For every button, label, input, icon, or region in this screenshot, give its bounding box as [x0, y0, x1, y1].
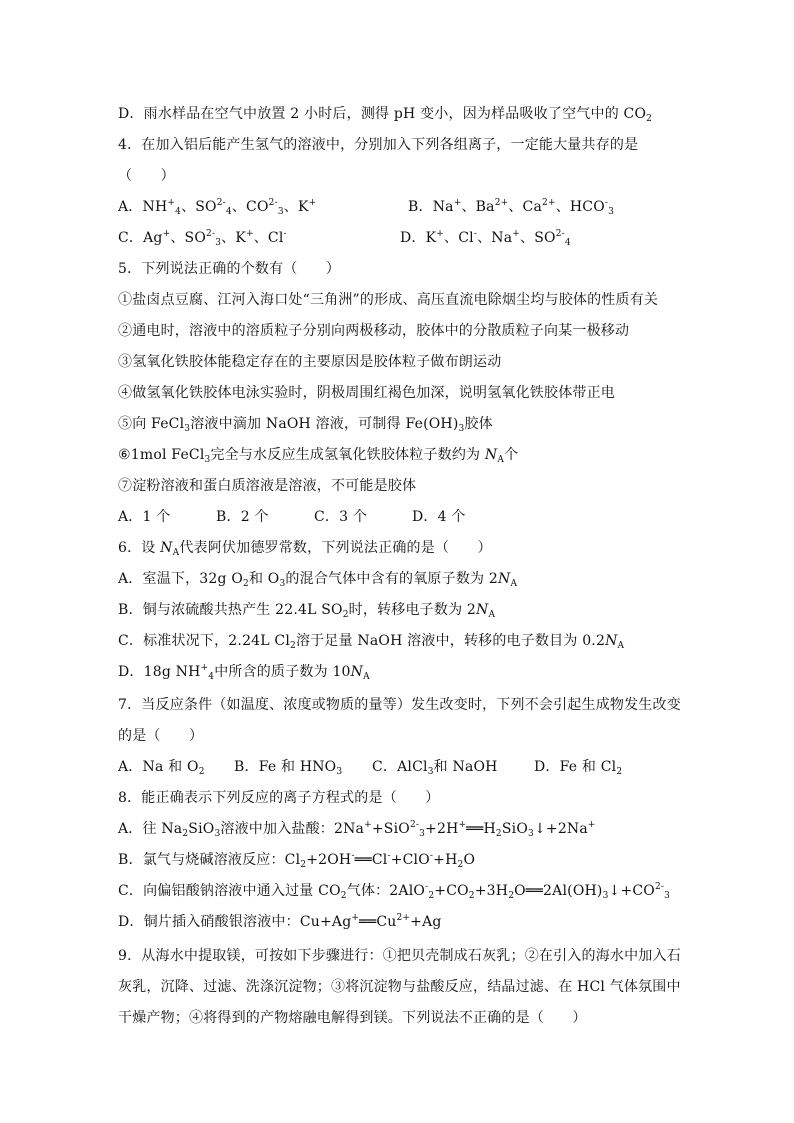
- q5-item-1: ①盐卤点豆腐、江河入海口处“三角洲”的形成、高压直流电除烟尘均与胶体的性质有关: [118, 292, 659, 308]
- q6-option-b: B．铜与浓硫酸共热产生 22.4L $SO_2$时，转移电子数为 $2N_A$: [118, 602, 496, 620]
- q4-answer-bracket: （ ）: [118, 168, 175, 184]
- q6-option-d: D．18g $NH^+_4$中所含的质子数为 $10N_A$: [118, 663, 370, 682]
- q8-option-c: C．向偏铝酸钠溶液中通入过量 $CO_2$气体：$2AlO^-_2+CO_2+3H_2O══2Al(OH)_3↓+CO^{2-}_3$: [118, 882, 671, 901]
- q8-option-a: A．往 $Na_2SiO_3$溶液中加入盐酸：$2Na^++SiO^{2-}_3+2H^+══H_2SiO_3↓+2Na^+$: [118, 820, 596, 839]
- q9-stem-line-3: 干燥产物；④将得到的产物熔融电解得到镁。下列说法不正确的是（ ）: [118, 1010, 587, 1026]
- q3-option-d: D．雨水样品在空气中放置 2 小时后，测得 pH 变小，因为样品吸收了空气中的 $CO_2$: [118, 106, 653, 124]
- q9-stem-line-1: 9．从海水中提取镁，可按如下步骤进行：①把贝壳制成石灰乳；②在引入的海水中加入石: [118, 948, 681, 964]
- q5-item-7: ⑦淀粉溶液和蛋白质溶液是溶液，不可能是胶体: [118, 478, 417, 494]
- q5-item-5: ⑤向 FeCl$_3$溶液中滴加 NaOH 溶液，可制得 $Fe(OH)_3$胶体: [118, 416, 493, 434]
- q5-option-c: C．3 个: [314, 509, 368, 525]
- q8-stem: 8．能正确表示下列反应的离子方程式的是（ ）: [118, 790, 440, 806]
- q8-option-b: B．氯气与烧碱溶液反应：$Cl_2+2OH^-══Cl^-+ClO^-+H_2O$: [118, 851, 476, 870]
- q7-stem: 7．当反应条件（如温度、浓度或物质的量等）发生改变时，下列不会引起生成物发生改变: [118, 697, 681, 713]
- q4-option-a: A．$NH^+_4$、$SO^{2-}_4$、$CO^{2-}_3$、K+: [118, 198, 317, 217]
- q4-option-d: D．K+、Cl-、Na+、$SO^{2-}_4$: [400, 229, 571, 248]
- q5-option-b: B．2 个: [216, 509, 269, 525]
- q8-option-d: D．铜片插入硝酸银溶液中：$Cu+Ag^+══Cu^{2+}+Ag$: [118, 913, 442, 930]
- q6-option-c: C．标准状况下，2.24L $Cl_2$溶于足量 NaOH 溶液中，转移的电子数目为 $0.2N_A$: [118, 633, 625, 651]
- q7-stem-continued: 的是（ ）: [118, 728, 204, 744]
- q5-option-d: D．4 个: [412, 509, 466, 525]
- q6-stem: 6．设 $N_A$代表阿伏加德罗常数，下列说法正确的是（ ）: [118, 540, 492, 558]
- q6-option-a: A．室温下，32g $O_2$和 $O_3$的混合气体中含有的氧原子数为 $2N_A$: [118, 571, 518, 589]
- q9-stem-line-2: 灰乳，沉降、过滤、洗涤沉淀物；③将沉淀物与盐酸反应，结晶过滤、在 HCl 气体氛围中: [118, 979, 681, 995]
- q7-option-a: A．Na 和 $O_2$: [118, 759, 205, 777]
- q7-option-c: C．AlCl$_3$和 NaOH: [372, 759, 498, 777]
- q5-option-a: A．1 个: [118, 509, 171, 525]
- q4-stem: 4．在加入铝后能产生氢气的溶液中，分别加入下列各组离子，一定能大量共存的是: [118, 137, 639, 153]
- q4-option-c: C．Ag+、$SO^{2-}_3$、K+、Cl-: [118, 229, 287, 248]
- q4-option-b: B．Na+、$Ba^{2+}$、$Ca^{2+}$、$HCO^-_3$: [408, 198, 615, 217]
- q5-item-2: ②通电时，溶液中的溶质粒子分别向两极移动，胶体中的分散质粒子向某一极移动: [118, 323, 630, 339]
- q7-option-d: D．Fe 和 $Cl_2$: [534, 759, 623, 777]
- q5-item-4: ④做氢氧化铁胶体电泳实验时，阴极周围红褐色加深，说明氢氧化铁胶体带正电: [118, 385, 615, 401]
- q5-stem: 5．下列说法正确的个数有（ ）: [118, 261, 341, 277]
- q5-item-6: ⑥1mol FeCl$_3$完全与水反应生成氢氧化铁胶体粒子数约为 $N_A$个: [118, 447, 519, 465]
- q7-option-b: B．Fe 和 $HNO_3$: [234, 759, 343, 777]
- q5-item-3: ③氢氧化铁胶体能稳定存在的主要原因是胶体粒子做布朗运动: [118, 354, 502, 370]
